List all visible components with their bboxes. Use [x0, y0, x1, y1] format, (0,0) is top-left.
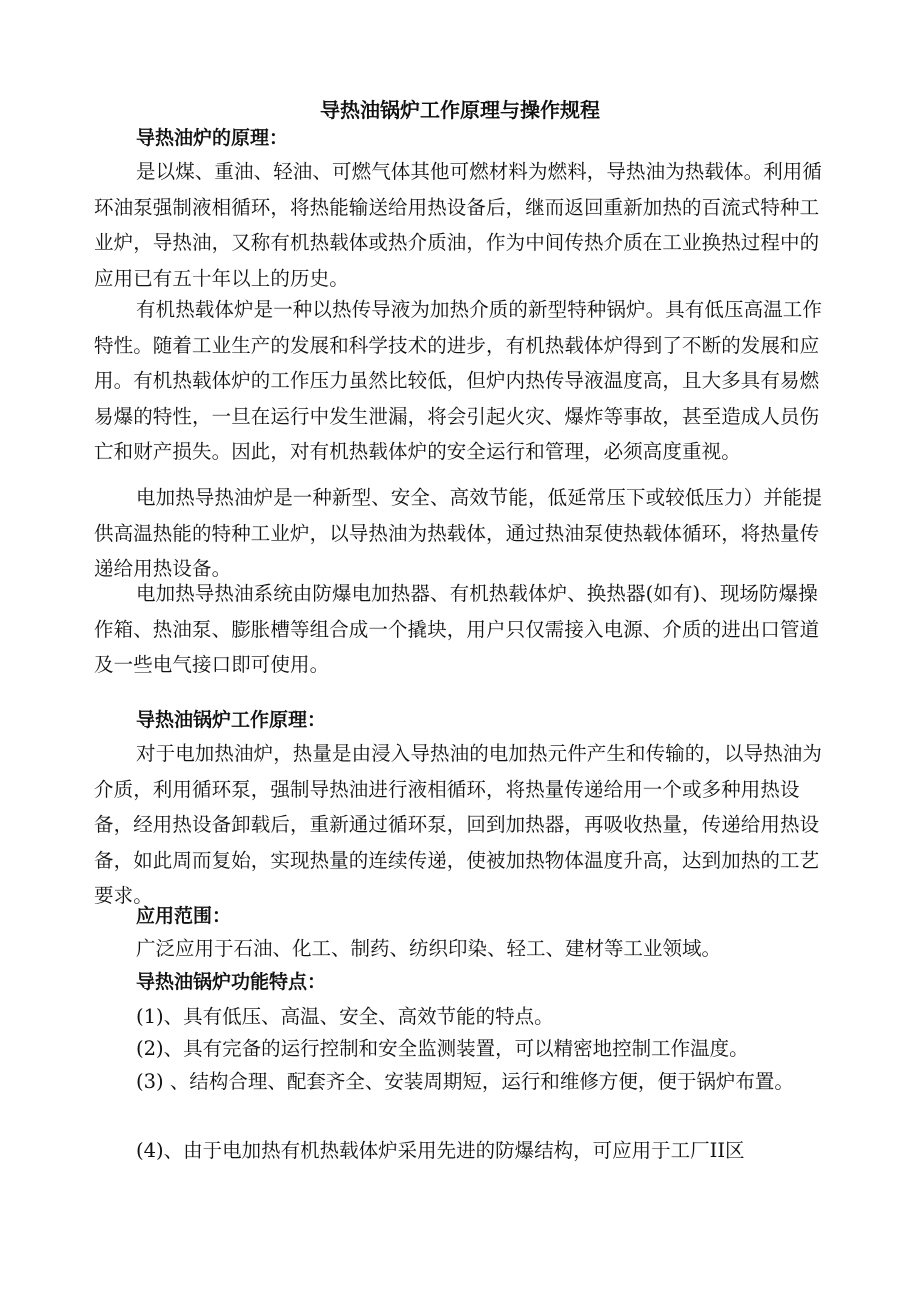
feature-item-2: (2)、具有完备的运行控制和安全监测装置，可以精密地控制工作温度。	[136, 1037, 749, 1060]
paragraph-principle-3: 电加热导热油炉是一种新型、安全、高效节能，低延常压下或较低压力）并能提供高温热能的特种工业炉，以导热油为热载体，通过热油泵使热载体循环，将热量传递给用热设备。	[94, 486, 823, 580]
document-title: 导热油锅炉工作原理与操作规程	[320, 98, 600, 122]
section-heading-features: 导热油锅炉功能特点：	[136, 971, 327, 993]
feature-item-3: (3) 、结构合理、配套齐全、安装周期短，运行和维修方便，便于锅炉布置。	[136, 1070, 794, 1093]
application-text: 广泛应用于石油、化工、制药、纺织印染、轻工、建材等工业领域。	[136, 937, 722, 960]
paragraph-principle-1: 是以煤、重油、轻油、可燃气体其他可燃材料为燃料，导热油为热载体。利用循环油泵强制液相循环，将热能输送给用热设备后，继而返回重新加热的百流式特种工业炉，导热油，又称有机热载体或热介质油，作为中间传热介质在工业换热过程中的应用已有五十年以上的历史。	[94, 160, 823, 290]
paragraph-principle-4: 电加热导热油系统由防爆电加热器、有机热载体炉、换热器(如有)、现场防爆操作箱、热油泵、膨胀槽等组合成一个撬块，用户只仅需接入电源、介质的进出口管道及一些电气接口即可使用。	[94, 582, 820, 676]
feature-item-4: (4)、由于电加热有机热载体炉采用先进的防爆结构，可应用于工厂II区	[136, 1139, 745, 1162]
section-heading-application: 应用范围：	[136, 905, 232, 927]
paragraph-principle-2: 有机热载体炉是一种以热传导液为加热介质的新型特种锅炉。具有低压高温工作特性。随着工业生产的发展和科学技术的进步，有机热载体炉得到了不断的发展和应用。有机热载体炉的工作压力虽然比较低，但炉内热传导液温度高，且大多具有易燃易爆的特性，一旦在运行中发生泄漏，将会引起火灾、爆炸等事故，甚至造成人员伤亡和财产损失。因此，对有机热载体炉的安全运行和管理，必须高度重视。	[94, 298, 823, 463]
paragraph-working-principle: 对于电加热油炉，热量是由浸入导热油的电加热元件产生和传输的，以导热油为介质，利用循环泵，强制导热油进行液相循环，将热量传递给用一个或多种用热设备，经用热设备卸载后，重新通过循环泵，回到加热器，再吸收热量，传递给用热设备，如此周而复始，实现热量的连续传递，使被加热物体温度升高，达到加热的工艺要求。	[94, 742, 823, 907]
feature-item-1: (1)、具有低压、高温、安全、高效节能的特点。	[136, 1005, 554, 1028]
section-heading-principle: 导热油炉的原理：	[136, 127, 289, 149]
section-heading-working-principle: 导热油锅炉工作原理：	[136, 709, 327, 731]
